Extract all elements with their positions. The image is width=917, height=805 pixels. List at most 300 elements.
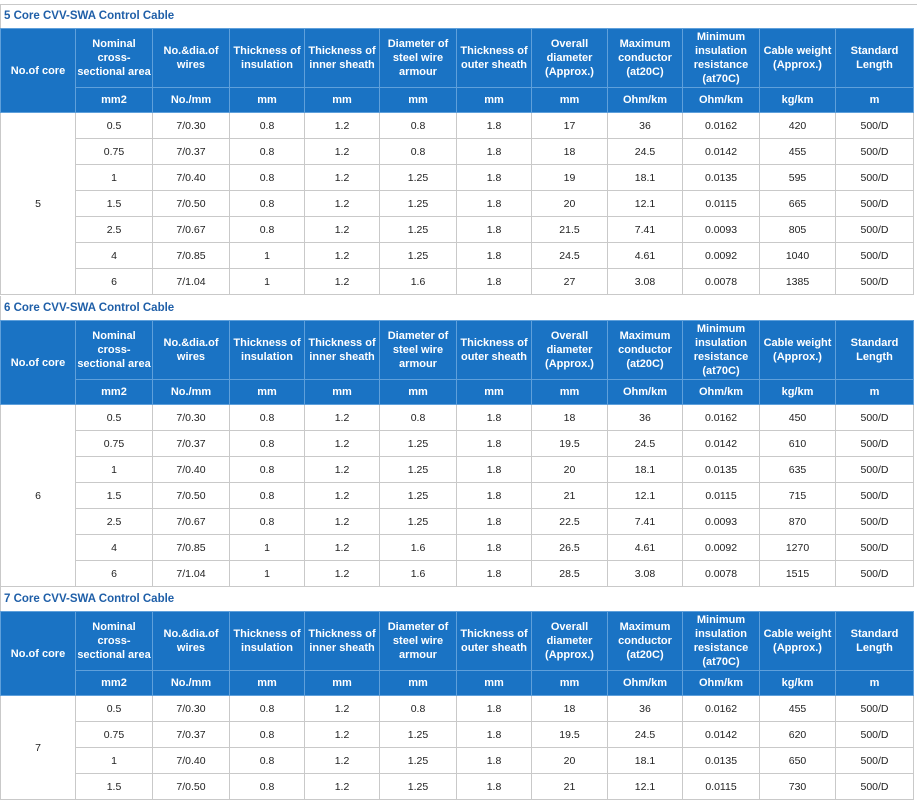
table-cell: 1.2 (305, 561, 380, 587)
table-row (1, 483, 914, 509)
unit-label: mm2 (76, 88, 153, 113)
table-cell: 0.8 (230, 191, 305, 217)
table-cell: 6 (76, 269, 153, 295)
header-armour-diameter: Diameter of steel wire armour (380, 29, 457, 88)
table-cell: 0.0115 (683, 774, 760, 800)
table-cell: 455 (760, 696, 836, 722)
table-cell: 715 (760, 483, 836, 509)
units-row (1, 671, 914, 696)
table-cell: 1.2 (305, 191, 380, 217)
header-cable-weight: Cable weight (Approx.) (760, 321, 836, 380)
unit-label: Ohm/km (683, 88, 760, 113)
table-cell: 1 (76, 748, 153, 774)
table-cell: 1.6 (380, 269, 457, 295)
table-cell: 1.25 (380, 509, 457, 535)
table-cell: 7/0.37 (153, 139, 230, 165)
unit-label: mm (305, 380, 380, 405)
table-cell: 21.5 (532, 217, 608, 243)
unit-label: mm (380, 380, 457, 405)
table-cell: 7/0.37 (153, 722, 230, 748)
table-cell: 18.1 (608, 748, 683, 774)
table-cell: 0.5 (76, 113, 153, 139)
table-cell: 870 (760, 509, 836, 535)
table-cell: 22.5 (532, 509, 608, 535)
table-row (1, 748, 914, 774)
table-cell: 7/0.67 (153, 217, 230, 243)
table-cell: 24.5 (608, 431, 683, 457)
table-cell: 17 (532, 113, 608, 139)
table-cell: 0.8 (380, 139, 457, 165)
table-row (1, 774, 914, 800)
table-cell: 36 (608, 113, 683, 139)
table-cell: 7/0.40 (153, 748, 230, 774)
table-cell: 1.25 (380, 431, 457, 457)
unit-label: mm (532, 88, 608, 113)
table-cell: 1.2 (305, 217, 380, 243)
table-cell: 6 (76, 561, 153, 587)
table-cell: 1.2 (305, 269, 380, 295)
cable-section (0, 296, 917, 587)
table-cell: 12.1 (608, 774, 683, 800)
unit-label: mm (230, 380, 305, 405)
table-cell: 0.0162 (683, 113, 760, 139)
table-cell: 18 (532, 139, 608, 165)
table-cell: 500/D (836, 722, 914, 748)
table-cell: 7/0.50 (153, 483, 230, 509)
table-cell: 1.2 (305, 722, 380, 748)
table-row (1, 535, 914, 561)
header-max-conductor-resistance: Maximum conductor (at20C) (608, 612, 683, 671)
table-cell: 1.8 (457, 139, 532, 165)
unit-label: mm (305, 671, 380, 696)
table-cell: 3.08 (608, 561, 683, 587)
section-title: 6 Core CVV-SWA Control Cable (0, 296, 914, 320)
table-cell: 805 (760, 217, 836, 243)
table-cell: 1.25 (380, 483, 457, 509)
table-cell: 500/D (836, 243, 914, 269)
table-cell: 1.25 (380, 165, 457, 191)
table-cell: 19.5 (532, 722, 608, 748)
table-cell: 1.2 (305, 696, 380, 722)
table-cell: 0.75 (76, 722, 153, 748)
spec-table (0, 320, 914, 587)
header-no-dia-wires: No.&dia.of wires (153, 321, 230, 380)
table-cell: 7.41 (608, 509, 683, 535)
table-cell: 1.2 (305, 748, 380, 774)
table-cell: 4 (76, 535, 153, 561)
table-cell: 1.2 (305, 243, 380, 269)
table-cell: 36 (608, 405, 683, 431)
header-max-conductor-resistance: Maximum conductor (at20C) (608, 29, 683, 88)
table-cell: 0.8 (230, 139, 305, 165)
table-cell: 20 (532, 457, 608, 483)
table-cell: 1.2 (305, 457, 380, 483)
table-cell: 4.61 (608, 243, 683, 269)
table-cell: 1.8 (457, 774, 532, 800)
table-cell: 12.1 (608, 483, 683, 509)
table-cell: 7.41 (608, 217, 683, 243)
table-cell: 2.5 (76, 217, 153, 243)
unit-label: m (836, 380, 914, 405)
table-cell: 0.8 (230, 483, 305, 509)
table-cell: 27 (532, 269, 608, 295)
header-cable-weight: Cable weight (Approx.) (760, 29, 836, 88)
table-cell: 1.6 (380, 535, 457, 561)
table-cell: 7/0.30 (153, 405, 230, 431)
table-cell: 665 (760, 191, 836, 217)
table-cell: 500/D (836, 696, 914, 722)
table-row (1, 165, 914, 191)
header-row (1, 321, 914, 380)
table-cell: 1 (230, 269, 305, 295)
table-cell: 1.8 (457, 483, 532, 509)
unit-label: m (836, 88, 914, 113)
table-cell: 0.0135 (683, 165, 760, 191)
table-cell: 0.8 (230, 113, 305, 139)
unit-label: mm2 (76, 380, 153, 405)
table-cell: 7/0.67 (153, 509, 230, 535)
table-cell: 0.8 (230, 457, 305, 483)
table-cell: 500/D (836, 269, 914, 295)
header-min-insulation-resistance: Minimum insulation resistance (at70C) (683, 321, 760, 380)
unit-label: mm (230, 88, 305, 113)
header-no-of-core: No.of core (1, 321, 76, 405)
table-row (1, 139, 914, 165)
unit-label: m (836, 671, 914, 696)
table-cell: 7/0.30 (153, 696, 230, 722)
table-cell: 1.25 (380, 748, 457, 774)
unit-label: kg/km (760, 671, 836, 696)
header-inner-sheath-thickness: Thickness of inner sheath (305, 612, 380, 671)
table-cell: 500/D (836, 191, 914, 217)
table-cell: 0.0115 (683, 191, 760, 217)
table-cell: 635 (760, 457, 836, 483)
unit-label: Ohm/km (608, 88, 683, 113)
spec-table (0, 611, 914, 800)
table-cell: 0.0142 (683, 139, 760, 165)
table-cell: 0.8 (230, 696, 305, 722)
table-cell: 1.8 (457, 509, 532, 535)
table-cell: 19.5 (532, 431, 608, 457)
header-overall-diameter: Overall diameter (Approx.) (532, 612, 608, 671)
table-cell: 1.8 (457, 217, 532, 243)
header-row (1, 612, 914, 671)
table-cell: 7/1.04 (153, 269, 230, 295)
table-cell: 0.0162 (683, 696, 760, 722)
table-cell: 1.8 (457, 748, 532, 774)
header-overall-diameter: Overall diameter (Approx.) (532, 321, 608, 380)
table-cell: 0.0115 (683, 483, 760, 509)
table-cell: 24.5 (532, 243, 608, 269)
table-cell: 1.2 (305, 509, 380, 535)
table-cell: 0.0093 (683, 217, 760, 243)
table-cell: 620 (760, 722, 836, 748)
table-cell: 0.0162 (683, 405, 760, 431)
table-cell: 20 (532, 191, 608, 217)
table-cell: 7/0.85 (153, 243, 230, 269)
table-cell: 1.25 (380, 191, 457, 217)
table-cell: 24.5 (608, 139, 683, 165)
table-cell: 2.5 (76, 509, 153, 535)
table-cell: 0.8 (230, 431, 305, 457)
table-cell: 500/D (836, 217, 914, 243)
table-cell: 455 (760, 139, 836, 165)
header-cross-section: Nominal cross-sectional area (76, 321, 153, 380)
table-cell: 0.8 (230, 774, 305, 800)
table-cell: 0.5 (76, 405, 153, 431)
table-cell: 0.5 (76, 696, 153, 722)
table-cell: 0.8 (230, 509, 305, 535)
unit-label: mm (457, 380, 532, 405)
unit-label: mm (457, 671, 532, 696)
table-cell: 0.8 (230, 405, 305, 431)
unit-label: mm (380, 88, 457, 113)
table-cell: 7/0.40 (153, 457, 230, 483)
header-min-insulation-resistance: Minimum insulation resistance (at70C) (683, 612, 760, 671)
table-cell: 21 (532, 774, 608, 800)
table-cell: 0.0142 (683, 431, 760, 457)
table-cell: 1.2 (305, 113, 380, 139)
table-row (1, 457, 914, 483)
table-cell: 1.25 (380, 774, 457, 800)
table-row (1, 113, 914, 139)
table-cell: 3.08 (608, 269, 683, 295)
header-outer-sheath-thickness: Thickness of outer sheath (457, 321, 532, 380)
table-cell: 7/0.85 (153, 535, 230, 561)
header-insulation-thickness: Thickness of insulation (230, 612, 305, 671)
table-row (1, 431, 914, 457)
unit-label: mm (305, 88, 380, 113)
table-cell: 7/1.04 (153, 561, 230, 587)
table-cell: 1515 (760, 561, 836, 587)
table-cell: 0.0093 (683, 509, 760, 535)
header-insulation-thickness: Thickness of insulation (230, 29, 305, 88)
table-cell: 18 (532, 696, 608, 722)
table-cell: 500/D (836, 113, 914, 139)
unit-label: mm2 (76, 671, 153, 696)
table-cell: 7/0.40 (153, 165, 230, 191)
table-cell: 1.8 (457, 561, 532, 587)
unit-label: No./mm (153, 380, 230, 405)
table-cell: 0.0142 (683, 722, 760, 748)
header-standard-length: Standard Length (836, 29, 914, 88)
table-cell: 1.8 (457, 165, 532, 191)
header-standard-length: Standard Length (836, 612, 914, 671)
table-cell: 500/D (836, 431, 914, 457)
header-no-dia-wires: No.&dia.of wires (153, 612, 230, 671)
table-cell: 26.5 (532, 535, 608, 561)
table-cell: 18 (532, 405, 608, 431)
unit-label: mm (380, 671, 457, 696)
core-count-cell: 6 (1, 405, 76, 587)
table-cell: 36 (608, 696, 683, 722)
table-cell: 1.25 (380, 457, 457, 483)
header-row (1, 29, 914, 88)
header-insulation-thickness: Thickness of insulation (230, 321, 305, 380)
unit-label: Ohm/km (608, 671, 683, 696)
header-overall-diameter: Overall diameter (Approx.) (532, 29, 608, 88)
unit-label: Ohm/km (683, 380, 760, 405)
table-cell: 18.1 (608, 165, 683, 191)
table-cell: 500/D (836, 405, 914, 431)
table-cell: 1.8 (457, 405, 532, 431)
table-row (1, 696, 914, 722)
table-cell: 0.0135 (683, 748, 760, 774)
header-cross-section: Nominal cross-sectional area (76, 29, 153, 88)
section-title: 5 Core CVV-SWA Control Cable (0, 4, 914, 28)
table-cell: 21 (532, 483, 608, 509)
table-cell: 0.8 (380, 696, 457, 722)
table-cell: 500/D (836, 139, 914, 165)
table-cell: 595 (760, 165, 836, 191)
table-cell: 1.8 (457, 457, 532, 483)
table-cell: 500/D (836, 165, 914, 191)
table-cell: 0.8 (230, 748, 305, 774)
table-cell: 500/D (836, 457, 914, 483)
table-cell: 0.75 (76, 139, 153, 165)
table-cell: 650 (760, 748, 836, 774)
table-cell: 1.5 (76, 191, 153, 217)
table-cell: 24.5 (608, 722, 683, 748)
table-cell: 12.1 (608, 191, 683, 217)
table-cell: 1.2 (305, 165, 380, 191)
header-min-insulation-resistance: Minimum insulation resistance (at70C) (683, 29, 760, 88)
table-row (1, 243, 914, 269)
table-cell: 0.8 (380, 405, 457, 431)
table-cell: 1.2 (305, 405, 380, 431)
table-cell: 0.75 (76, 431, 153, 457)
cable-section (0, 587, 917, 800)
header-armour-diameter: Diameter of steel wire armour (380, 612, 457, 671)
table-row (1, 722, 914, 748)
table-cell: 1.8 (457, 431, 532, 457)
header-outer-sheath-thickness: Thickness of outer sheath (457, 612, 532, 671)
header-outer-sheath-thickness: Thickness of outer sheath (457, 29, 532, 88)
units-row (1, 380, 914, 405)
table-row (1, 509, 914, 535)
table-cell: 1.8 (457, 113, 532, 139)
unit-label: mm (230, 671, 305, 696)
unit-label: kg/km (760, 88, 836, 113)
unit-label: Ohm/km (683, 671, 760, 696)
table-cell: 1.8 (457, 269, 532, 295)
table-cell: 1.5 (76, 483, 153, 509)
unit-label: mm (532, 671, 608, 696)
table-row (1, 269, 914, 295)
header-no-dia-wires: No.&dia.of wires (153, 29, 230, 88)
header-armour-diameter: Diameter of steel wire armour (380, 321, 457, 380)
table-cell: 7/0.50 (153, 191, 230, 217)
table-cell: 1.25 (380, 217, 457, 243)
header-cross-section: Nominal cross-sectional area (76, 612, 153, 671)
table-cell: 1.8 (457, 696, 532, 722)
table-row (1, 217, 914, 243)
table-cell: 450 (760, 405, 836, 431)
unit-label: No./mm (153, 88, 230, 113)
table-cell: 1.8 (457, 243, 532, 269)
table-cell: 0.8 (230, 722, 305, 748)
table-row (1, 561, 914, 587)
table-cell: 7/0.50 (153, 774, 230, 800)
cable-section (0, 4, 917, 295)
table-cell: 500/D (836, 561, 914, 587)
header-standard-length: Standard Length (836, 321, 914, 380)
table-cell: 0.0078 (683, 269, 760, 295)
table-cell: 500/D (836, 748, 914, 774)
table-cell: 0.0092 (683, 243, 760, 269)
table-cell: 1.2 (305, 139, 380, 165)
table-cell: 1.8 (457, 191, 532, 217)
table-cell: 1 (76, 457, 153, 483)
table-cell: 1.8 (457, 535, 532, 561)
table-cell: 1385 (760, 269, 836, 295)
table-cell: 1270 (760, 535, 836, 561)
table-cell: 730 (760, 774, 836, 800)
header-no-of-core: No.of core (1, 29, 76, 113)
header-cable-weight: Cable weight (Approx.) (760, 612, 836, 671)
table-cell: 1 (230, 561, 305, 587)
table-cell: 18.1 (608, 457, 683, 483)
header-no-of-core: No.of core (1, 612, 76, 696)
table-cell: 1 (230, 535, 305, 561)
table-cell: 4.61 (608, 535, 683, 561)
units-row (1, 88, 914, 113)
table-cell: 1.2 (305, 774, 380, 800)
table-cell: 500/D (836, 509, 914, 535)
table-cell: 0.0092 (683, 535, 760, 561)
table-cell: 0.8 (380, 113, 457, 139)
table-cell: 0.8 (230, 165, 305, 191)
table-cell: 500/D (836, 774, 914, 800)
table-cell: 28.5 (532, 561, 608, 587)
table-row (1, 191, 914, 217)
table-cell: 1.6 (380, 561, 457, 587)
table-cell: 1 (230, 243, 305, 269)
table-cell: 1040 (760, 243, 836, 269)
table-cell: 1.5 (76, 774, 153, 800)
table-cell: 20 (532, 748, 608, 774)
header-max-conductor-resistance: Maximum conductor (at20C) (608, 321, 683, 380)
core-count-cell: 5 (1, 113, 76, 295)
table-cell: 1.2 (305, 431, 380, 457)
core-count-cell: 7 (1, 696, 76, 800)
table-cell: 1.8 (457, 722, 532, 748)
table-cell: 1.2 (305, 535, 380, 561)
table-cell: 610 (760, 431, 836, 457)
table-cell: 19 (532, 165, 608, 191)
table-cell: 7/0.30 (153, 113, 230, 139)
table-cell: 1.2 (305, 483, 380, 509)
unit-label: Ohm/km (608, 380, 683, 405)
table-cell: 0.8 (230, 217, 305, 243)
table-cell: 1.25 (380, 722, 457, 748)
table-cell: 4 (76, 243, 153, 269)
section-title: 7 Core CVV-SWA Control Cable (0, 587, 914, 611)
table-cell: 1.25 (380, 243, 457, 269)
table-cell: 420 (760, 113, 836, 139)
unit-label: kg/km (760, 380, 836, 405)
unit-label: mm (457, 88, 532, 113)
table-cell: 500/D (836, 535, 914, 561)
table-cell: 0.0135 (683, 457, 760, 483)
table-cell: 1 (76, 165, 153, 191)
table-cell: 7/0.37 (153, 431, 230, 457)
header-inner-sheath-thickness: Thickness of inner sheath (305, 321, 380, 380)
header-inner-sheath-thickness: Thickness of inner sheath (305, 29, 380, 88)
unit-label: No./mm (153, 671, 230, 696)
table-cell: 500/D (836, 483, 914, 509)
spec-table (0, 28, 914, 295)
